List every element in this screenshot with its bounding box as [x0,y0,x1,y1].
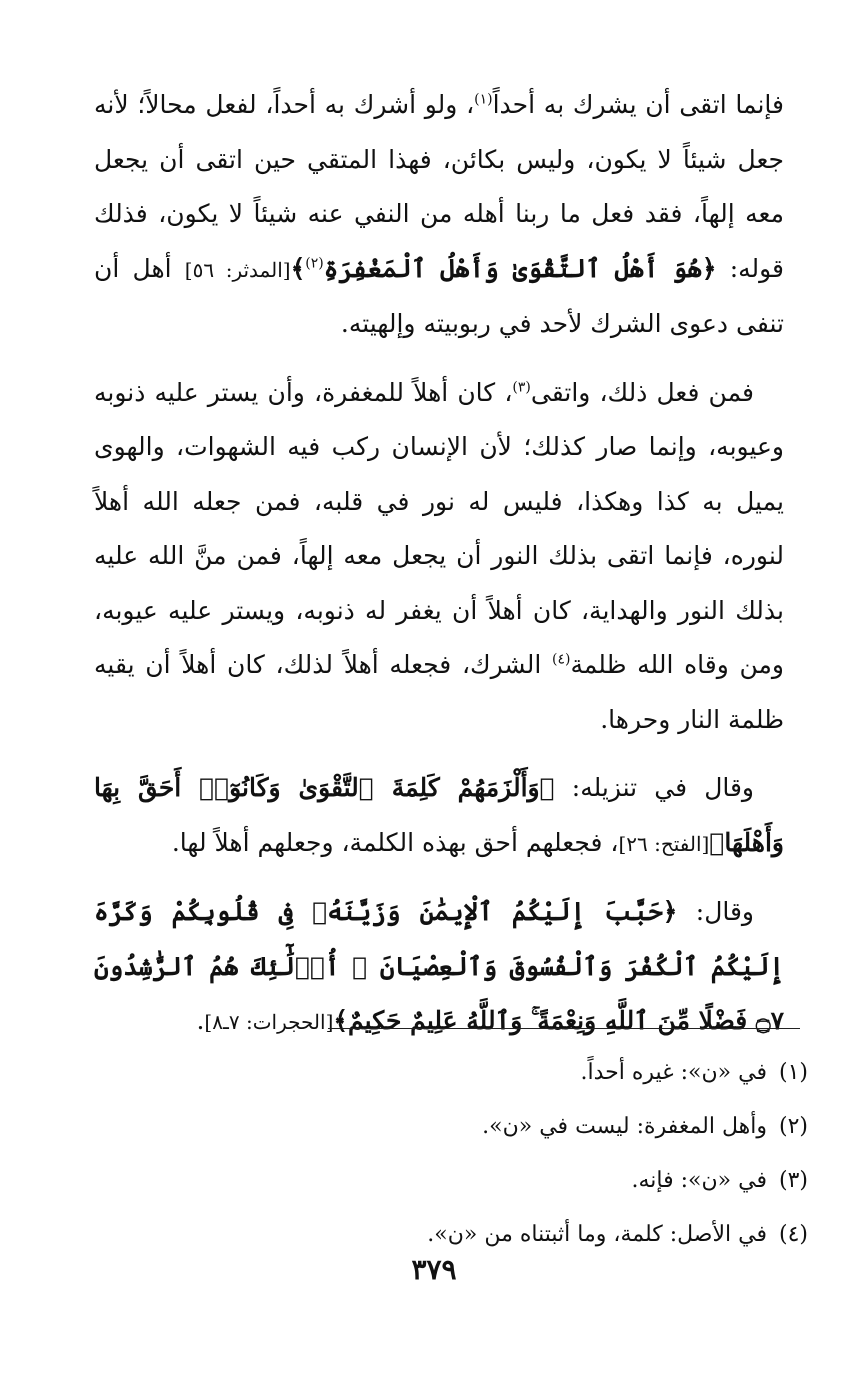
footnote-1 [108,1046,808,1100]
footnote-number: (٤) [778,1222,808,1247]
footnote-text: وأهل المغفرة: ليست في «ن». [482,1114,767,1139]
text: . [196,1006,205,1035]
paragraph-2 [94,366,784,748]
text: ، فجعلهم أحق بهذه الكلمة، وجعلهم أهلاً لها. [171,827,619,857]
footnote-ref-1[interactable]: (١) [474,91,493,108]
footnote-ref-4[interactable]: (٤) [551,651,571,668]
footnote-text: في «ن»: غيره أحداً. [580,1060,767,1085]
text: الشرك، فجعله أهلاً لذلك، كان أهلاً أن يقيه ظلمة النار وحرها. [94,650,784,734]
paragraph-3 [94,761,784,871]
paragraph-4 [94,885,784,1050]
quran-bracket: ﴾ [290,253,306,283]
text: أهل أن تنفى دعوى الشرك لأحد في ربوبيته وإلهيته. [94,253,784,338]
footnote-ref-2[interactable]: (٢) [305,255,324,272]
quran-verse: ﴿هُوَ أَهْلُ ٱلتَّقْوَىٰ وَأَهْلُ ٱلْمَغْفِرَةِ [323,253,717,283]
verse-reference: [المدثر: ٥٦] [184,257,291,282]
text: فمن فعل ذلك، واتقى [530,377,754,407]
verse-reference: [الفتح: ٢٦] [618,831,710,856]
footnote-text: في الأصل: كلمة، وما أثبتناه من «ن». [427,1222,767,1247]
text: ، كان أهلاً للمغفرة، وأن يستر عليه ذنوبه وعيوبه، وإنما صار كذلك؛ لأن الإنسان ركب فيه الشهوات، والهوى يميل به كذا وهكذا، فليس له نور في قلبه، فمن جعله الله أهلاً لنوره، فإنما اتقى بذلك النور أن يجعل معه إلهاً، فمن منَّ الله عليه بذلك النور والهداية، كان أهلاً أن يغفر له ذنوبه، ويستر عليه عيوبه، ومن وقاه الله ظلمة [94,377,784,679]
page-number: ٣٧٩ [411,1253,457,1286]
text: وقال في تنزيله: [554,773,754,802]
footnote-number: (١) [778,1060,808,1085]
text: فإنما اتقى أن يشرك به أحداً [492,90,784,119]
footnote-3 [108,1154,808,1208]
footnote-number: (٢) [778,1114,808,1139]
footnote-2 [108,1100,808,1154]
footnote-ref-3[interactable]: (٣) [512,379,531,396]
quran-verse: ﴿حَبَّبَ إِلَيْكُمُ ٱلْإِيمَٰنَ وَزَيَّنَهُۥ فِى قُلُوبِكُمْ وَكَرَّهَ إِلَيْكُمُ ٱلْكُفْرَ وَٱلْفُسُوقَ وَٱلْعِصْيَانَ ۚ أُو۟لَٰٓئِكَ هُمُ ٱلرَّٰشِدُونَ ۝٧ فَضْلًا مِّنَ ٱللَّهِ وَنِعْمَةً ۚ وَٱللَّهُ عَلِيمٌ حَكِيمٌ﴾ [94,897,784,1035]
footnote-text: في «ن»: فإنه. [631,1168,767,1193]
text: ، ولو أشرك به أحداً، لفعل محالاً؛ لأنه جعل شيئاً لا يكون، وليس بكائن، فهذا المتقي حين اتقى أن يجعل معه إلهاً، فقد فعل ما ربنا أهله من النفي عنه شيئاً لا يكون، فذلك قوله: [94,90,785,283]
quran-verse: ﴿وَأَلْزَمَهُمْ كَلِمَةَ ٱلتَّقْوَىٰ وَكَانُوٓا۟ أَحَقَّ بِهَا وَأَهْلَهَا﴾ [94,773,784,857]
footnotes [108,1046,808,1262]
footnote-divider [328,1028,800,1029]
verse-reference: [الحجرات: ٧ـ٨] [204,1010,334,1034]
text: وقال: [677,897,754,926]
paragraph-1 [94,78,784,352]
footnote-number: (٣) [778,1168,808,1193]
